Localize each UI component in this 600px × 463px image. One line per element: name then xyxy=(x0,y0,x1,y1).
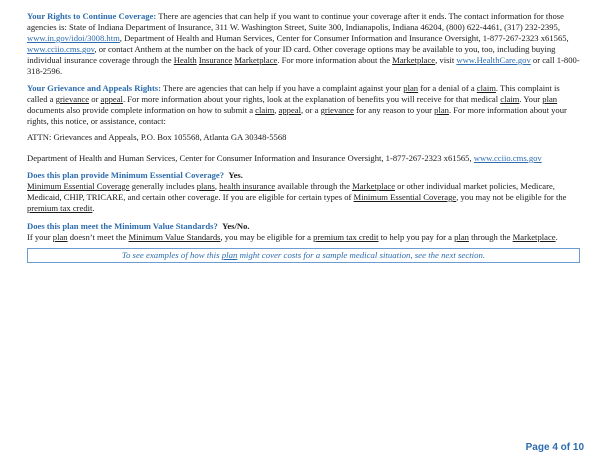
term-premium-tax-credit[interactable]: premium tax credit xyxy=(313,232,379,242)
mec-paragraph xyxy=(27,170,581,214)
dhhs-paragraph xyxy=(27,153,581,164)
grievance-text: for a denial of a xyxy=(418,83,477,93)
term-premium-tax-credit[interactable]: premium tax credit xyxy=(27,203,93,213)
grievance-text: . Your xyxy=(519,94,543,104)
grievance-text: There are agencies that can help if you have a complaint against your xyxy=(161,83,404,93)
grievance-text: for any reason to your xyxy=(353,105,435,115)
term-grievance[interactable]: grievance xyxy=(55,94,90,104)
mec-text: or other individual market policies, Medicare, Medicaid, CHIP, TRICARE, and certain other coverage. If you are eligible for certain types of xyxy=(27,181,555,202)
term-plan[interactable]: plan xyxy=(454,232,469,242)
mec-answer: Yes. xyxy=(228,170,243,180)
term-mec[interactable]: Minimum Essential Coverage xyxy=(353,192,457,202)
dhhs-text: Department of Health and Human Services, Center for Consumer Information and Insurance Oversight, 1-877-267-2323 x61565, xyxy=(27,153,474,163)
coverage-examples-callout xyxy=(27,248,580,263)
grievance-text: documents also provide complete information on how to submit a xyxy=(27,105,256,115)
term-appeal[interactable]: appeal xyxy=(100,94,123,104)
term-plan[interactable]: plan xyxy=(542,94,558,104)
rights-text: , Department of Health and Human Services, Center for Consumer Information and Insurance Oversight, 1-877-267-2323 x61565, xyxy=(119,33,569,43)
grievance-text: or xyxy=(89,94,101,104)
term-plan[interactable]: plan xyxy=(52,232,68,242)
term-mec[interactable]: Minimum Essential Coverage xyxy=(27,181,130,191)
rights-text: There are agencies that can help if you want to continue your coverage after it ends. The contact information for those agencies is: State of Indiana Department of Insurance, 311 W. Washington Street, Suite 300, Indianapolis, Indiana 46204, (800) 622-4461, (317) 232-2395, xyxy=(27,11,564,32)
term-plan[interactable]: plan xyxy=(403,83,419,93)
healthcare-gov-link[interactable]: www.HealthCare.gov xyxy=(456,55,531,65)
mec-text: , you may not be eligible for the xyxy=(456,192,567,202)
term-health-insurance[interactable]: health insurance xyxy=(219,181,276,191)
grievance-text: . For more information about your rights, this notice, or assistance, contact: xyxy=(27,105,567,126)
mvs-text: doesn’t meet the xyxy=(67,232,129,242)
term-health[interactable]: Health xyxy=(173,55,197,65)
term-plan[interactable]: plan xyxy=(221,250,238,260)
mec-text: available through the xyxy=(275,181,353,191)
rights-text: . For more information about the xyxy=(277,55,393,65)
mvs-text: through the xyxy=(468,232,513,242)
term-mvs[interactable]: Minimum Value Standards xyxy=(128,232,221,242)
term-appeal[interactable]: appeal xyxy=(278,105,301,115)
term-claim[interactable]: claim xyxy=(500,94,520,104)
mvs-text: If your xyxy=(27,232,53,242)
mvs-question: Does this plan meet the Minimum Value Standards? xyxy=(27,221,218,231)
page-number: Page 4 of 10 xyxy=(525,442,584,453)
term-marketplace[interactable]: Marketplace xyxy=(392,55,436,65)
mec-text: . xyxy=(92,203,95,213)
term-plans[interactable]: plans xyxy=(196,181,215,191)
mvs-text: . xyxy=(555,232,558,242)
grievance-heading: Your Grievance and Appeals Rights: xyxy=(27,83,162,93)
mec-text: , xyxy=(214,181,220,191)
indiana-doi-link[interactable]: www.in.gov/idoi/3008.htm xyxy=(27,33,120,43)
grievance-text: . For more information about your rights, look at the explanation of benefits you will receive for that medical xyxy=(122,94,501,104)
rights-paragraph xyxy=(27,11,581,77)
term-marketplace[interactable]: Marketplace xyxy=(234,55,278,65)
rights-heading: Your Rights to Continue Coverage: xyxy=(27,11,157,21)
term-marketplace[interactable]: Marketplace xyxy=(352,181,396,191)
mvs-paragraph xyxy=(27,221,581,243)
cciio-link[interactable]: www.cciio.cms.gov xyxy=(27,44,95,54)
grievance-text: , or a xyxy=(301,105,321,115)
grievance-text: . This complaint is called a xyxy=(27,83,560,104)
term-grievance[interactable]: grievance xyxy=(320,105,354,115)
rights-text: , or contact Anthem at the number on the back of your ID card. Other coverage options may be available to you, too, including buying individual insurance coverage through the xyxy=(27,44,556,65)
callout-text: might cover costs for a sample medical situation, see the next section. xyxy=(237,250,486,260)
cciio-link[interactable]: www.cciio.cms.gov xyxy=(473,153,542,163)
term-marketplace[interactable]: Marketplace xyxy=(512,232,556,242)
term-claim[interactable]: claim xyxy=(476,83,496,93)
mvs-text: , you may be eligible for a xyxy=(220,232,314,242)
mec-text: generally includes xyxy=(129,181,197,191)
term-claim[interactable]: claim xyxy=(255,105,275,115)
term-insurance[interactable]: Insurance xyxy=(198,55,233,65)
grievance-paragraph xyxy=(27,83,581,127)
rights-text: or call 1-800-318-2596. xyxy=(27,55,580,76)
grievance-text: , xyxy=(274,105,279,115)
callout-text: To see examples of how this xyxy=(121,250,222,260)
mvs-answer: Yes/No. xyxy=(222,221,250,231)
mvs-text: to help you pay for a xyxy=(378,232,455,242)
rights-text: , visit xyxy=(435,55,457,65)
attn-address: ATTN: Grievances and Appeals, P.O. Box 105568, Atlanta GA 30348-5568 xyxy=(27,132,287,142)
term-plan[interactable]: plan xyxy=(434,105,449,115)
mec-question: Does this plan provide Minimum Essential Coverage? xyxy=(27,170,225,180)
